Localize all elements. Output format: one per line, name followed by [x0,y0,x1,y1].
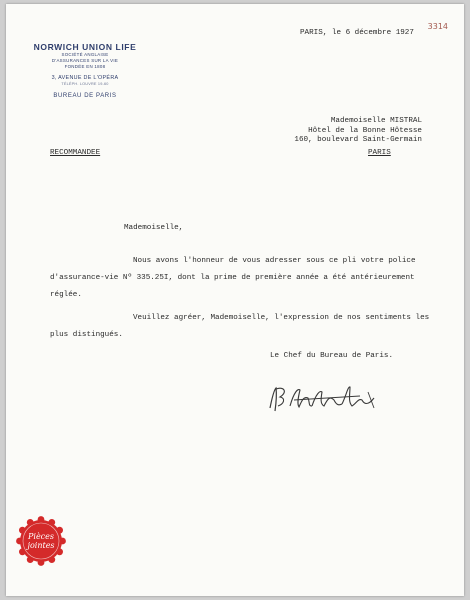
company-line-3: FONDÉE EN 1808 [64,64,106,69]
body-line-5: plus distingués. [50,331,123,339]
letter-page [6,4,464,596]
company-line-1: SOCIÉTÉ ANGLAISE [61,52,109,57]
closing-line: Le Chef du Bureau de Paris. [270,352,394,360]
date-line: PARIS, le 6 décembre 1927 [300,29,414,37]
city-mark: PARIS [368,149,391,157]
body-line-4: Veuillez agréer, Mademoiselle, l'expression de nos sentiments les [133,314,430,322]
body-line-1: Nous avons l'honneur de vous adresser sous ce pli votre police [133,257,416,265]
body-line-2: d'assurance-vie Nº 335.25I, dont la prime de première année a été antérieurement [50,274,415,282]
registered-mark: RECOMMANDEE [50,149,101,157]
recipient-block [282,117,422,146]
signature-image [264,378,384,418]
body-line-3: réglée. [50,291,82,299]
company-name: NORWICH UNION LIFE [33,42,137,52]
pieces-jointes-seal [16,516,66,566]
recipient-name: Mademoiselle MISTRAL [330,117,422,125]
seal-text-top: Pièces [28,532,54,541]
archive-number: 3314 [427,22,448,31]
letterhead [26,42,144,99]
recipient-street: 160, boulevard Saint-Germain [294,136,422,144]
salutation: Mademoiselle, [124,224,184,232]
company-address: 3, AVENUE DE L'OPÉRA [51,75,119,81]
seal-text-bottom: jointes [27,541,55,550]
company-bureau: BUREAU DE PARIS [53,93,117,99]
company-phone: TÉLÉPH. LOUVRE 19-60 [61,82,109,86]
recipient-hotel: Hôtel de la Bonne Hôtesse [308,126,422,135]
company-line-2: D'ASSURANCES SUR LA VIE [51,58,119,63]
